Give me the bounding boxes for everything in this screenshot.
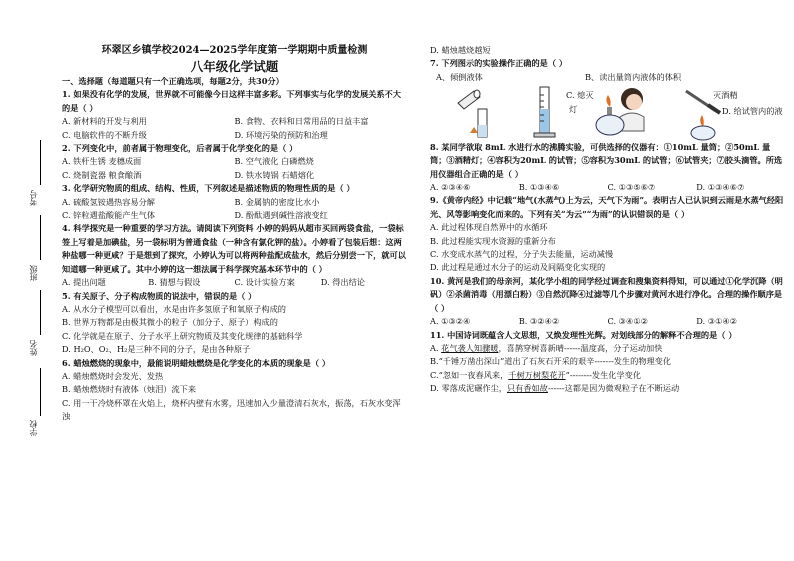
option-4c: C. 设计实验方案 — [234, 277, 295, 288]
fig-c-label-2: 灯 — [569, 103, 578, 114]
question-1: 1. 如果没有化学的发展，世界就不可能像今日这样丰富多彩。下列事实与化学的发展关系不大的是（ ） — [62, 89, 401, 113]
pouring-liquid-figure — [450, 83, 510, 141]
right-column — [430, 44, 785, 396]
question-7: 7. 下列图示的实验操作正确的是（ ） — [430, 58, 568, 69]
option-11c — [430, 369, 785, 382]
heating-test-tube-figure — [680, 85, 730, 141]
option-11d-underlined: 只有香如故 — [506, 383, 548, 394]
alcohol-lamp-figure — [590, 89, 630, 137]
option-9b: B. 此过程能实现水资源的重新分布 — [430, 235, 556, 246]
question-5: 5. 有关原子、分子构成物质的说法中，错误的是（ ） — [62, 290, 257, 301]
option-1b: B. 食物、衣料和日常用品的日益丰富 — [234, 116, 369, 127]
option-9c: C. 水变成水蒸气的过程，分子失去能量，运动减慢 — [430, 249, 614, 260]
option-3a: A. 硫酸氢铵遇热容易分解 — [62, 196, 155, 207]
option-11c-rest: ”--------发生化学变化 — [565, 369, 642, 380]
left-column — [62, 44, 407, 424]
option-10b: B. ③②④② — [518, 316, 560, 327]
option-5a: A. 从水分子模型可以看出，水是由许多氢原子和氧原子构成的 — [62, 303, 286, 314]
option-11d-rest: ------这都是因为微观粒子在不断运动 — [547, 383, 680, 394]
binding-margin — [6, 130, 46, 510]
exam-no-line — [40, 140, 41, 185]
option-5c: C. 化学就是在原子、分子水平上研究物质及其变化规律的基础科学 — [62, 330, 303, 341]
option-5b: B. 世界万物都是由极其微小的粒子（加分子、原子）构成的 — [62, 317, 278, 328]
option-11c-prefix: C.“忽如一夜春风来， — [430, 369, 509, 380]
name-label: 姓名 — [29, 340, 38, 356]
option-11a-prefix: A. — [430, 342, 442, 353]
option-1d: D. 环境污染的预防和治理 — [234, 129, 328, 140]
option-6d: D. 蜡烛越烧越短 — [430, 45, 491, 55]
option-11b: B.“千锤万凿出深山”道出了石灰石开采的艰辛-------发生的物理变化 — [430, 356, 672, 367]
option-8c: C. ①③⑤⑥⑦ — [607, 182, 656, 193]
option-10c: C. ③④①② — [607, 316, 649, 327]
question-8: 8. 某同学欲取 8mL 水进行水的沸腾实验，可供选择的仪器有：①10mL 量筒；②50mL 量筒；③酒精灯；④容积为20mL 的试管；⑤容积为30mL 的试管；⑥试管夹；⑦胶头滴管。所选用仪器组合正确的是（ ） — [430, 141, 783, 179]
option-9a: A. 此过程体现自然界中的水循环 — [430, 222, 548, 233]
option-8b: B. ①③④⑥ — [518, 182, 560, 193]
question-4: 4. 科学探究是一种重要的学习方法。请阅读下列资料 小婷的妈妈从超市买回两袋食盐，一袋标签上写着是加碘盐，另一袋标明为普通食盐（一种含有氯化钾的盐）。小婷看了包装后想：这两种盐哪一种更咸？于是想到了探究，小婷认为可以将两种盐配成盐水，然后分别尝一下，就可以知道哪一种更咸了。其中小婷的这一想法属于科学探究基本环节中的（ ） — [62, 223, 406, 274]
option-1c: C. 电脑软件的不断升级 — [62, 129, 147, 140]
school-label: 学校 — [29, 420, 38, 436]
question-3: 3. 化学研究物质的组成、结构、性质，下列叙述是描述物质的物理性质的是（ ） — [62, 183, 355, 194]
question-10: 10. 黄河是我们的母亲河，某化学小组的同学经过调查和搜集资料得知，可以通过①化学沉降（明矾）②杀菌消毒（用漂白粉）③自然沉降④过滤等几个步骤对黄河水进行净化。合理的操作顺序是（ ） — [430, 275, 783, 313]
option-4d: D. 得出结论 — [320, 277, 365, 288]
fig-a-label: A、倾倒液体 — [436, 71, 483, 82]
fig-c-label: C. 熄灭 — [566, 89, 594, 100]
option-2d: D. 铁水铸锅 石蜡熔化 — [234, 169, 315, 180]
school-line — [40, 368, 41, 416]
class-line — [40, 215, 41, 260]
option-11a-rest: ，喜鹊穿树喜新晴------温度高，分子运动加快 — [498, 342, 663, 353]
option-11a — [430, 342, 785, 355]
question-11: 11. 中国诗词既蕴含人文思想，又焕发理性光辉。对划线部分的解释不合理的是（ ） — [430, 329, 737, 340]
option-3b: B. 金属钠的密度比水小 — [234, 196, 320, 207]
option-8a: A. ②③④⑥ — [430, 182, 471, 193]
option-6a: A. 蜡烛燃烧时会发光、发热 — [62, 370, 164, 381]
fig-c-lamp-label: 灭酒精 — [713, 89, 738, 100]
exam-subtitle: 八年级化学试题 — [190, 59, 279, 74]
graduated-cylinder-figure — [530, 85, 560, 141]
section-heading: 一、选择题（每道题只有一个正确选项，每题2分，共30分） — [62, 76, 284, 86]
option-8d: D. ①③④⑥⑦ — [696, 182, 745, 193]
question-9: 9.《黄帝内经》中记载“地气(水蒸气)上为云，天气下为雨”。表明古人已认识到云雨是水蒸气经阳光、风等影响变化而来的。下列有关“为云”“为雨”的认识错误的是（ ） — [430, 195, 784, 219]
option-6c: C. 用一干冷烧杯罩在火焰上，烧杯内壁有水雾，迅速加入少量澄清石灰水，振荡，石灰水变浑浊 — [62, 397, 401, 422]
exam-title: 环翠区乡镇学校2024—2025学年度第一学期期中质量检测 — [101, 45, 368, 56]
option-10a: A. ①③②④ — [430, 316, 471, 327]
option-11d — [430, 382, 785, 395]
option-5d: D. H₂O、O₂、H₂是三种不同的分子，是由各种原子 — [62, 344, 251, 355]
option-3d: D. 酚酞遇到碱性溶液变红 — [234, 210, 328, 221]
option-11d-prefix: D. 零落成泥碾作尘， — [430, 383, 507, 394]
option-2c: C. 烧制瓷器 粮食酿酒 — [62, 169, 142, 180]
option-1a: A. 新材料的开发与利用 — [62, 116, 147, 127]
fig-d-label: D. 给试管内的液 — [722, 105, 783, 116]
exam-no-label: 考号 — [29, 190, 38, 206]
option-2b: B. 空气液化 白磷燃烧 — [234, 156, 314, 167]
q7-figures — [430, 71, 785, 141]
question-6: 6. 蜡烛燃烧的现象中，最能说明蜡烛燃烧是化学变化的本质的现象是（ ） — [62, 357, 331, 368]
option-2a: A. 铁杆生锈 麦穗成面 — [62, 156, 142, 167]
option-11c-underlined: 千树万树梨花开 — [508, 369, 566, 380]
name-line — [40, 290, 41, 335]
option-4b: B. 猜想与假设 — [148, 277, 201, 288]
fig-b-label: B、读出量筒内液体的体积 — [585, 71, 682, 82]
option-4a: A. 提出问题 — [62, 277, 106, 288]
option-11a-underlined: 花气袭人知骤暖 — [441, 342, 499, 353]
option-3c: C. 锌粒遇盐酸能产生气体 — [62, 210, 156, 221]
option-10d: D. ③①④② — [696, 316, 738, 327]
question-2: 2. 下列变化中，前者属于物理变化，后者属于化学变化的是（ ） — [62, 143, 298, 154]
option-6b: B. 蜡烛燃烧时有液体（烛泪）流下来 — [62, 384, 197, 395]
option-9d: D. 此过程是通过水分子的运动及间隔变化实现的 — [430, 262, 606, 273]
class-label: 班级 — [29, 265, 38, 281]
